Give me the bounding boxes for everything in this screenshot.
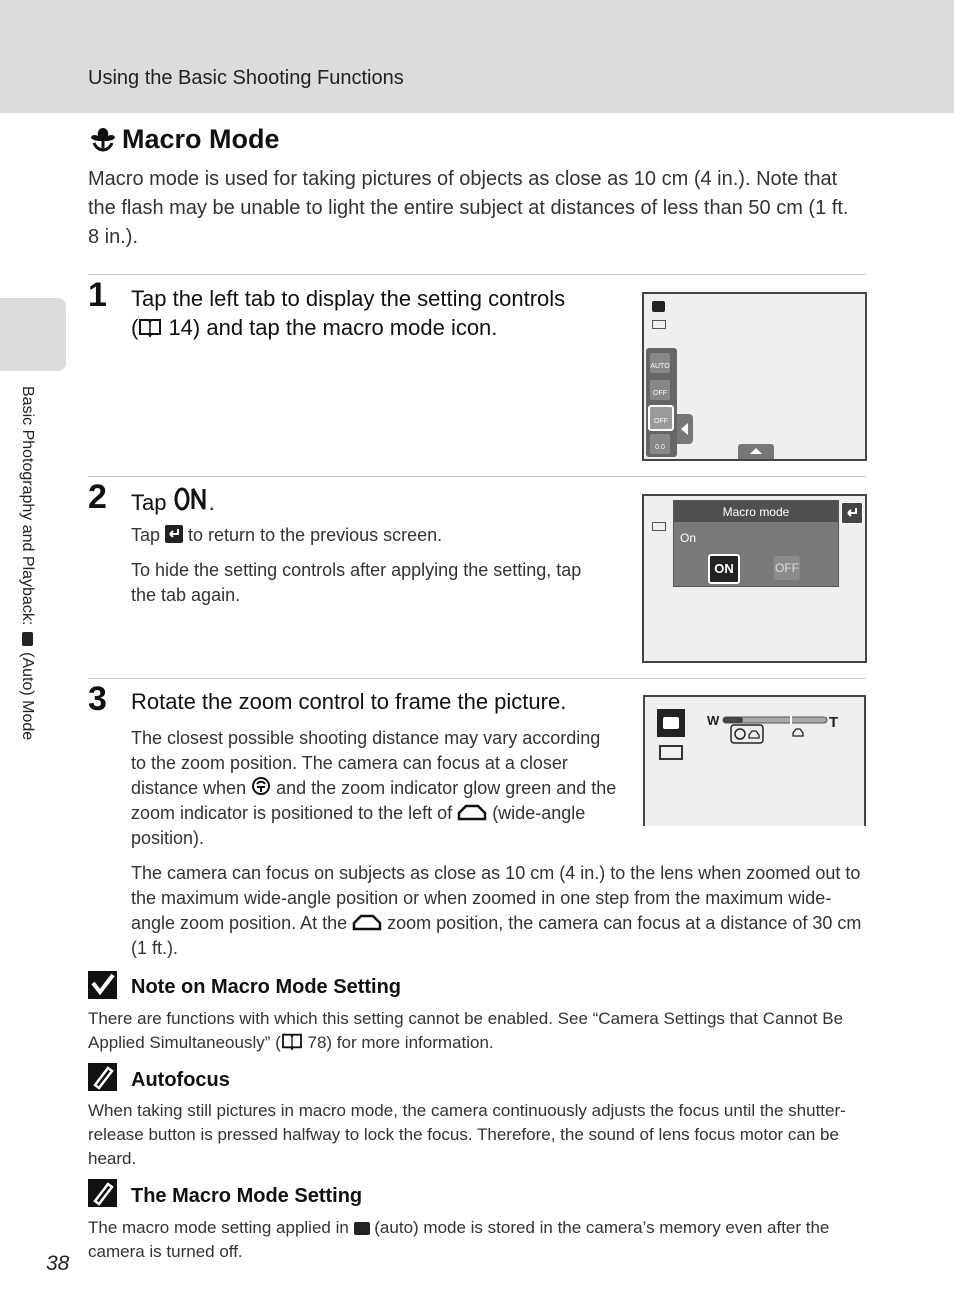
battery-icon (652, 522, 666, 531)
return-icon (165, 525, 183, 543)
menu-title-bar: Macro mode (674, 501, 838, 522)
note-title: Autofocus (131, 1069, 230, 1091)
step-number: 2 (88, 478, 107, 516)
divider (88, 274, 866, 275)
step-body: Tap to return to the previous screen. (131, 525, 443, 545)
header-band (0, 0, 954, 113)
page-title: Macro Mode (88, 124, 280, 155)
macro-indicator-icon (251, 776, 271, 796)
wide-angle-icon (352, 913, 382, 931)
note-title: The Macro Mode Setting (131, 1185, 363, 1207)
step-heading: Tap . (131, 486, 215, 517)
book-reference-icon (281, 1032, 303, 1050)
camera-screen-macro-menu (642, 494, 867, 663)
flash-mode-icon[interactable]: AUTO (650, 353, 670, 373)
pencil-note-icon (88, 1063, 117, 1091)
step-heading: Tap the left tab to display the setting controls ( 14) and tap the macro mode icon. (131, 286, 566, 340)
tab-up-arrow-icon (750, 448, 762, 454)
camera-icon (22, 632, 33, 646)
camera-icon (354, 1222, 370, 1235)
return-icon (842, 503, 862, 523)
svg-text:W: W (707, 713, 720, 728)
macro-off-button[interactable]: OFF (774, 556, 800, 580)
setting-control-bar[interactable] (646, 348, 677, 457)
shooting-mode-box (657, 709, 685, 737)
book-reference-icon (138, 317, 162, 337)
step-body: The closest possible shooting distance may vary according to the zoom position. The camera can focus at a closer distance when and the zoom indicator glow green and the zoom indicator is positioned to the left of (wide-angle position). (131, 728, 617, 848)
pencil-note-icon (88, 1179, 117, 1207)
note-title: Note on Macro Mode Setting (131, 976, 401, 998)
note-body: There are functions with which this setting cannot be enabled. See “Camera Settings that Cannot Be Applied Simultaneously” ( 78) for more information. (88, 1009, 844, 1052)
divider (88, 476, 866, 477)
macro-flower-icon (88, 124, 118, 152)
svg-text:T: T (829, 714, 839, 731)
on-icon (173, 486, 209, 512)
divider (88, 678, 866, 679)
intro-paragraph: Macro mode is used for taking pictures of objects as close as 10 cm (4 in.). Note that the flash may be unable to light the entire subject at distances of less than 50 cm (1 ft. 8 in.). (88, 168, 849, 248)
zoom-indicator (707, 711, 847, 747)
left-tab[interactable] (677, 414, 693, 444)
bottom-tab[interactable] (738, 444, 774, 459)
battery-icon (659, 745, 683, 760)
step-body: To hide the setting controls after applying the setting, tap the tab again. (131, 560, 582, 605)
camera-screen-setting-controls (642, 292, 867, 461)
chapter-label: Basic Photography and Playback: (Auto) Mode (19, 386, 36, 741)
wide-angle-icon (457, 803, 487, 821)
step-number: 1 (88, 276, 107, 314)
camera-icon (652, 301, 665, 312)
macro-on-button[interactable]: ON (708, 554, 740, 584)
running-header: Using the Basic Shooting Functions (88, 67, 404, 89)
macro-mode-menu (673, 500, 839, 587)
exposure-compensation-icon[interactable]: 0.0 (650, 434, 670, 454)
step-body: The camera can focus on subjects as close as 10 cm (4 in.) to the lens when zoomed out to the maximum wide-angle position or when zoomed in one step from the maximum wide-angle zoom position. At the zoom position, the camera can focus at a distance of 30 cm (1 ft.). (131, 863, 862, 958)
camera-screen-zoom (643, 695, 866, 826)
step-heading: Rotate the zoom control to frame the picture. (131, 689, 567, 714)
note-body: When taking still pictures in macro mode, the camera continuously adjusts the focus until the shutter-release button is pressed halfway to lock the focus. Therefore, the sound of lens focus motor can be heard. (88, 1101, 846, 1168)
step-number: 3 (88, 680, 107, 718)
camera-icon (663, 717, 679, 729)
chapter-tab (0, 298, 66, 371)
return-button[interactable] (841, 502, 863, 524)
note-body: The macro mode setting applied in (auto) mode is stored in the camera’s memory even after the camera is turned off. (88, 1218, 830, 1261)
battery-icon (652, 320, 666, 329)
caution-check-icon (88, 971, 117, 999)
self-timer-icon[interactable]: OFF (650, 380, 670, 400)
tab-arrow-icon (681, 423, 688, 435)
page-number: 38 (46, 1252, 70, 1275)
menu-state: On (680, 531, 697, 545)
macro-mode-icon[interactable]: OFF (648, 405, 674, 431)
